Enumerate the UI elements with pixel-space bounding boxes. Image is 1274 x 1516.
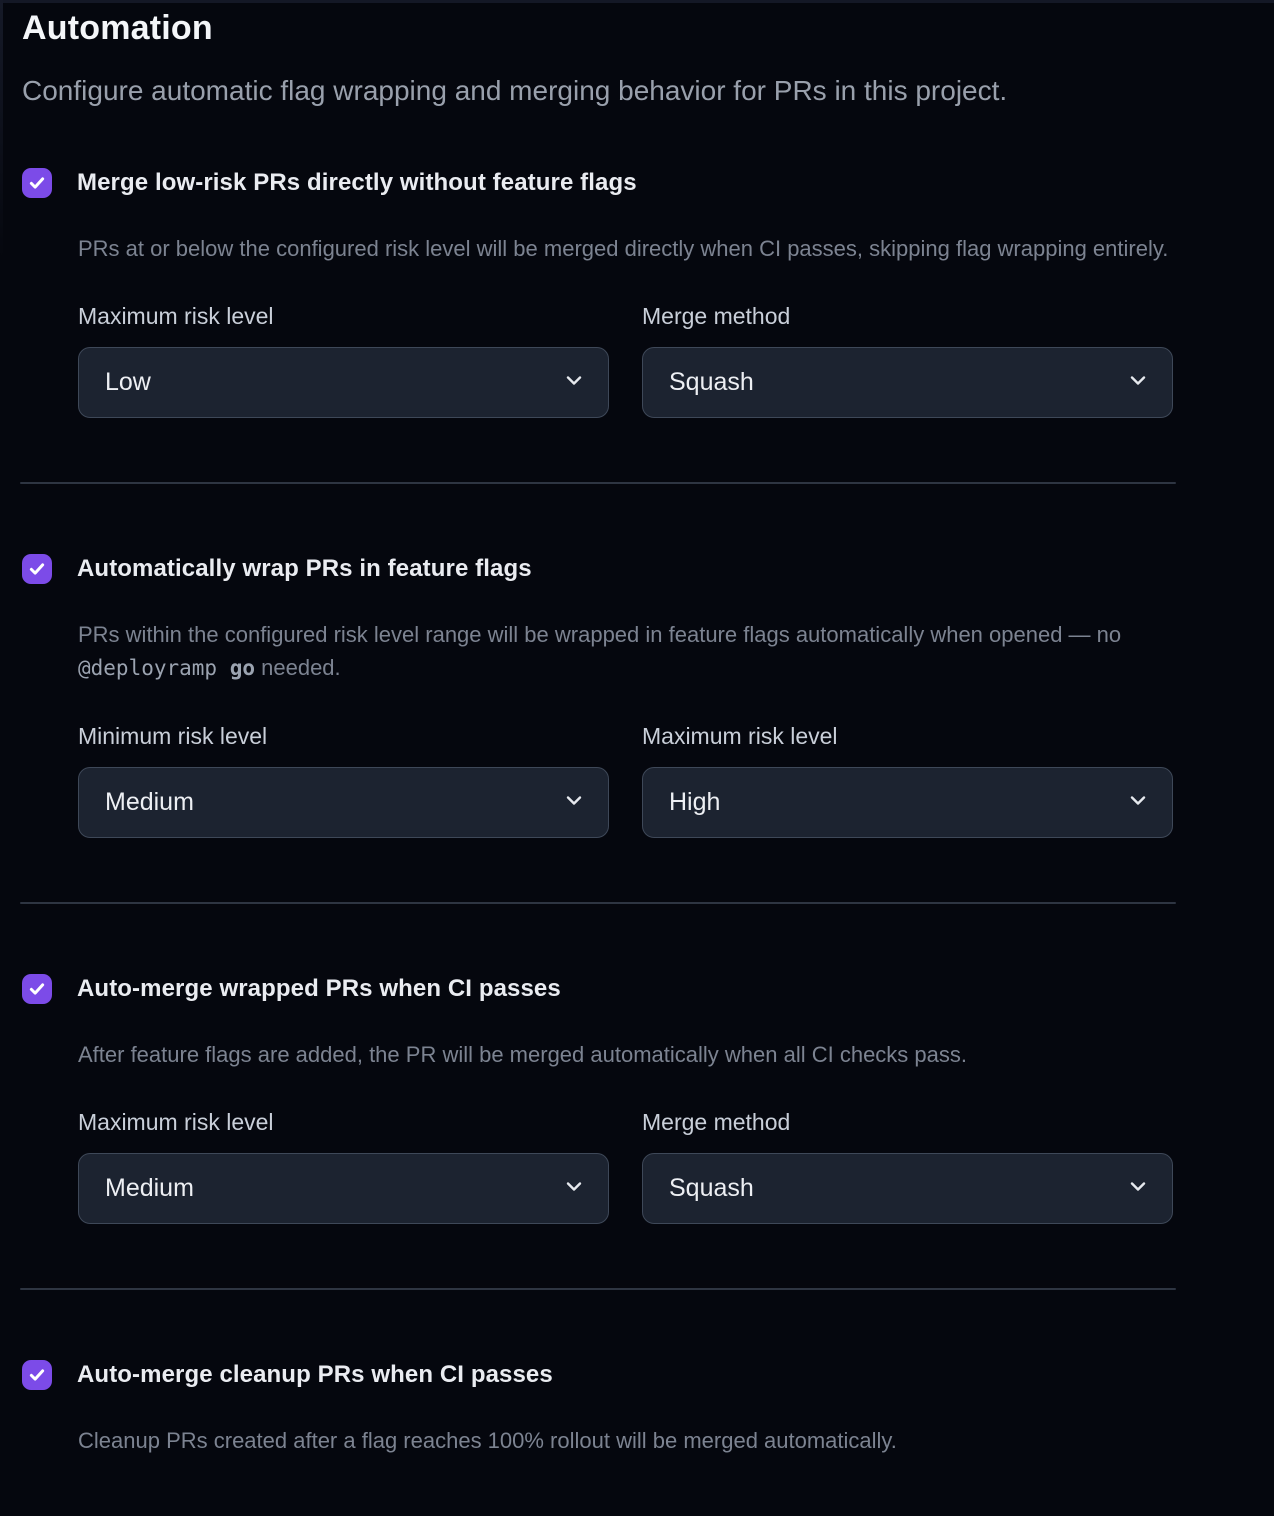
section-divider [20, 482, 1176, 484]
setting-description: PRs at or below the configured risk level will be merged directly when CI passes, skipping flag wrapping entirely. [78, 236, 1169, 261]
field-label: Maximum risk level [78, 1109, 274, 1135]
section-divider [20, 1288, 1176, 1290]
setting-description: After feature flags are added, the PR will be merged automatically when all CI checks pass. [78, 1042, 968, 1067]
field-label: Merge method [642, 303, 791, 329]
section-auto-wrap [22, 554, 1252, 838]
field-label: Minimum risk level [78, 723, 268, 749]
chevron-down-icon [1126, 1174, 1150, 1203]
chevron-down-icon [1126, 368, 1150, 397]
check-icon [28, 980, 46, 998]
merge-low-risk-checkbox[interactable] [22, 168, 52, 198]
setting-description [78, 618, 1178, 685]
merge-method-select-auto-merge[interactable] [642, 1153, 1173, 1224]
description-text: needed. [255, 655, 341, 680]
select-value: Squash [669, 368, 754, 396]
page-subtitle: Configure automatic flag wrapping and merging behavior for PRs in this project. [22, 75, 1008, 106]
field-min-risk-level [78, 723, 609, 838]
go-command-code: go [229, 656, 256, 680]
field-max-risk-level [642, 723, 1173, 838]
panel-left-edge [0, 0, 3, 260]
description-text: PRs within the configured risk level range will be wrapped in feature flags automatically when opened — no [78, 622, 1122, 647]
setting-description: Cleanup PRs created after a flag reaches 100% rollout will be merged automatically. [78, 1428, 897, 1453]
field-label: Maximum risk level [78, 303, 274, 329]
setting-label: Auto-merge cleanup PRs when CI passes [77, 1361, 553, 1388]
page-title: Automation [22, 9, 213, 47]
select-value: Low [105, 368, 151, 396]
min-risk-level-select-auto-wrap[interactable] [78, 767, 609, 838]
section-divider [20, 902, 1176, 904]
setting-label: Merge low-risk PRs directly without feature flags [77, 169, 637, 196]
auto-merge-cleanup-checkbox[interactable] [22, 1360, 52, 1390]
chevron-down-icon [562, 788, 586, 817]
field-merge-method [642, 303, 1173, 418]
check-icon [28, 1366, 46, 1384]
check-icon [28, 174, 46, 192]
max-risk-level-select-auto-wrap[interactable] [642, 767, 1173, 838]
select-value: High [669, 788, 721, 816]
max-risk-level-select-auto-merge[interactable] [78, 1153, 609, 1224]
section-merge-low-risk [22, 168, 1252, 418]
auto-wrap-checkbox[interactable] [22, 554, 52, 584]
check-icon [28, 560, 46, 578]
chevron-down-icon [1126, 788, 1150, 817]
setting-label: Automatically wrap PRs in feature flags [77, 555, 532, 582]
field-label: Merge method [642, 1109, 791, 1135]
panel-top-edge [0, 0, 1274, 3]
max-risk-level-select-direct-merge[interactable] [78, 347, 609, 418]
setting-label: Auto-merge wrapped PRs when CI passes [77, 975, 561, 1002]
field-label: Maximum risk level [642, 723, 838, 749]
section-auto-merge-cleanup [22, 1360, 1252, 1457]
merge-method-select-direct-merge[interactable] [642, 347, 1173, 418]
section-auto-merge-wrapped [22, 974, 1252, 1224]
deployramp-mention-code: @deployramp [78, 656, 230, 680]
field-max-risk-level [78, 303, 609, 418]
field-max-risk-level [78, 1109, 609, 1224]
select-value: Medium [105, 788, 194, 816]
auto-merge-wrapped-checkbox[interactable] [22, 974, 52, 1004]
chevron-down-icon [562, 368, 586, 397]
chevron-down-icon [562, 1174, 586, 1203]
field-merge-method [642, 1109, 1173, 1224]
select-value: Squash [669, 1174, 754, 1202]
select-value: Medium [105, 1174, 194, 1202]
